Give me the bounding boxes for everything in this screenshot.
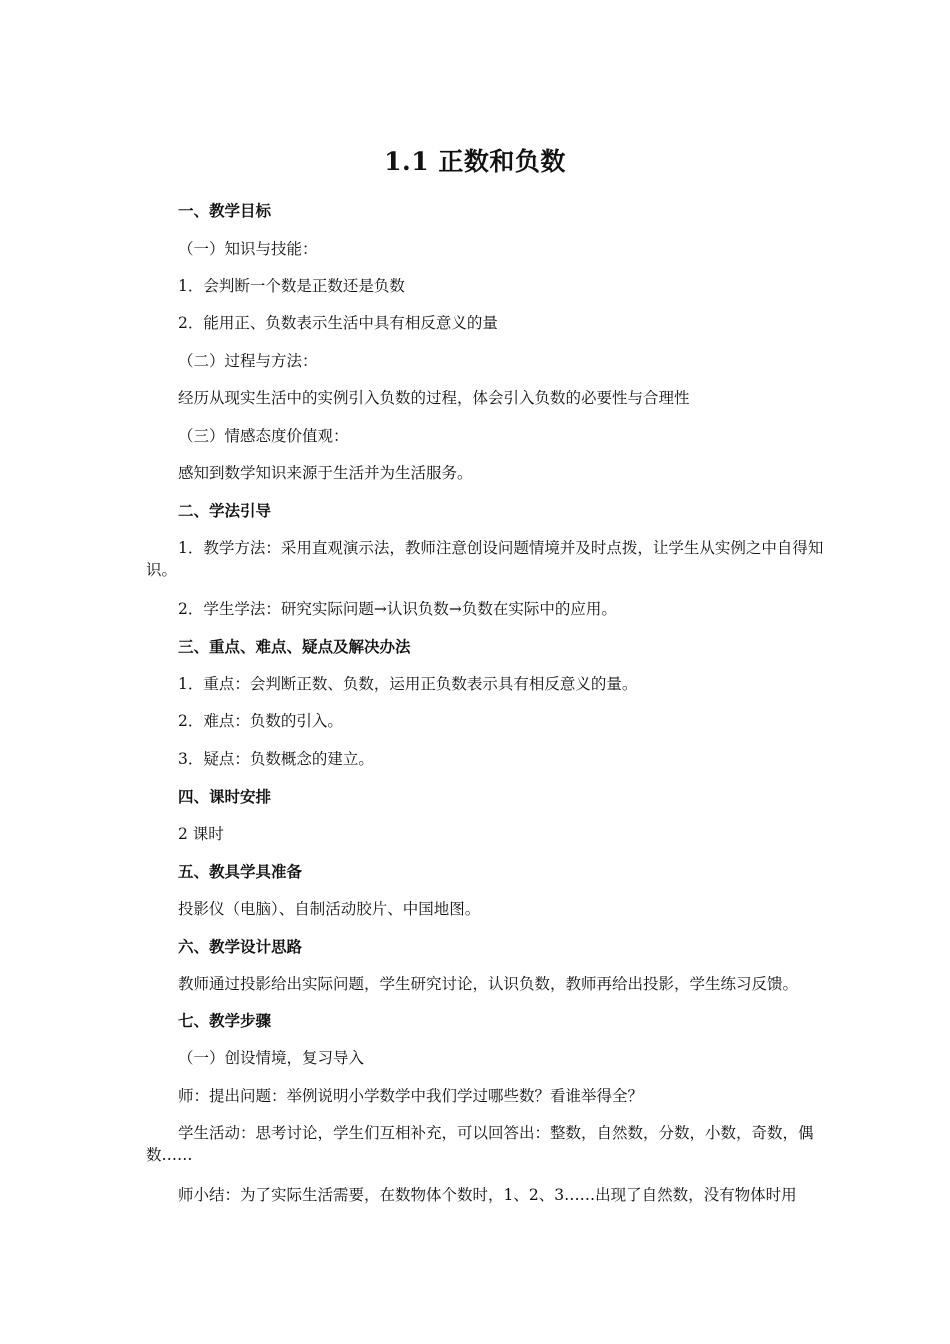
objective-item-1: 1．会判断一个数是正数还是负数 (178, 277, 405, 295)
process-methods-text: 经历从现实生活中的实例引入负数的过程，体会引入负数的必要性与合理性 (178, 389, 690, 407)
key-point-item-3: 3．疑点：负数概念的建立。 (178, 750, 374, 768)
section-heading-steps: 七、教学步骤 (178, 1011, 272, 1030)
materials-text: 投影仪（电脑）、自制活动胶片、中国地图。 (178, 900, 481, 918)
subsection-attitude-values: （三）情感态度价值观： (178, 427, 349, 445)
study-guide-item-1: 1．教学方法：采用直观演示法，教师注意创设问题情境并及时点拨，让学生从实例之中自得知识。 (146, 539, 824, 579)
study-guide-item-2: 2．学生学法：研究实际问题→认识负数→负数在实际中的应用。 (178, 600, 617, 618)
section-heading-study-guide: 二、学法引导 (178, 501, 272, 520)
section-heading-design: 六、教学设计思路 (178, 937, 303, 956)
section-heading-objectives: 一、教学目标 (178, 201, 272, 220)
key-point-item-1: 1．重点：会判断正数、负数，运用正负数表示具有相反意义的量。 (178, 675, 638, 693)
design-text: 教师通过投影给出实际问题，学生研究讨论，认识负数，教师再给出投影，学生练习反馈。 (178, 975, 799, 993)
subsection-knowledge-skills: （一）知识与技能： (178, 240, 318, 258)
section-heading-materials: 五、教具学具准备 (178, 862, 303, 881)
student-activity: 学生活动：思考讨论，学生们互相补充，可以回答出：整数，自然数，分数，小数，奇数，偶数…… (146, 1124, 814, 1164)
attitude-values-text: 感知到数学知识来源于生活并为生活服务。 (178, 464, 473, 482)
teacher-summary: 师小结：为了实际生活需要，在数物体个数时，1、2、3……出现了自然数，没有物体时用 (178, 1186, 797, 1204)
section-heading-schedule: 四、课时安排 (178, 787, 272, 806)
document-title: 1.1 正数和负数 (384, 147, 566, 176)
key-point-item-2: 2．难点：负数的引入。 (178, 712, 343, 730)
steps-subsection-1: （一）创设情境，复习导入 (178, 1049, 365, 1067)
section-heading-key-points: 三、重点、难点、疑点及解决办法 (178, 637, 411, 656)
subsection-process-methods: （二）过程与方法： (178, 352, 318, 370)
objective-item-2: 2．能用正、负数表示生活中具有相反意义的量 (178, 314, 498, 332)
teacher-question: 师：提出问题：举例说明小学数学中我们学过哪些数？看谁举得全？ (178, 1087, 644, 1105)
schedule-text: 2 课时 (178, 825, 224, 843)
